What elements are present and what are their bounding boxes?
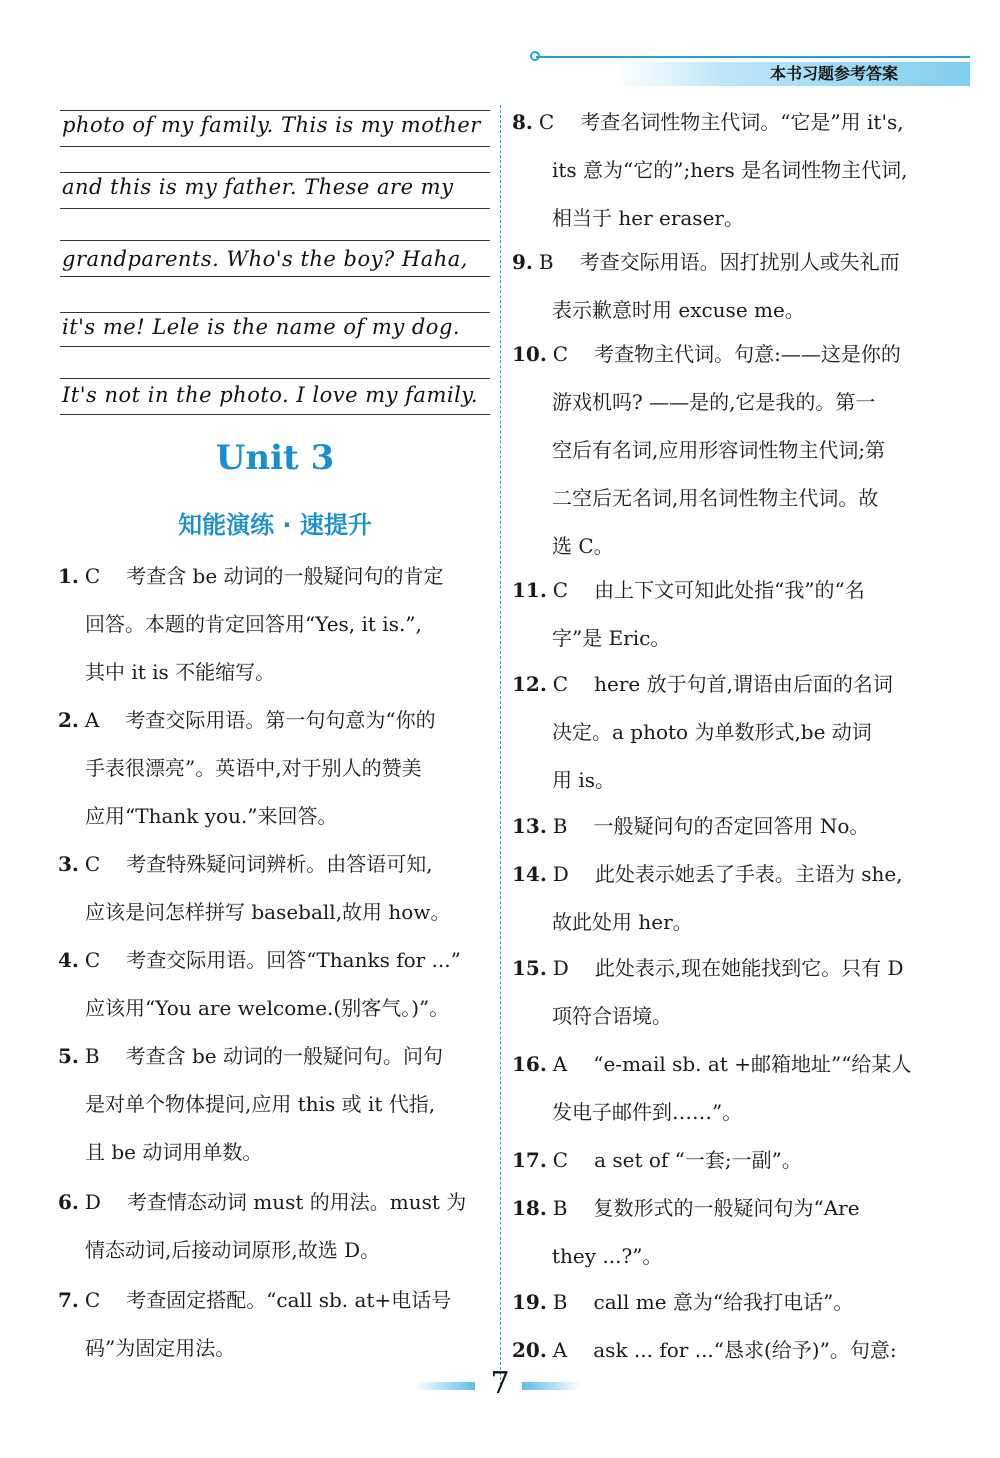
answer-text: 考查固定搭配。“call sb. at+电话号 xyxy=(126,1288,452,1312)
answer-text: 决定。a photo 为单数形式,be 动词 xyxy=(552,720,872,744)
answer-text: 且 be 动词用单数。 xyxy=(85,1140,263,1164)
answer-letter: B xyxy=(84,1044,100,1068)
answer-text: 二空后无名词,用名词性物主代词。故 xyxy=(552,486,879,510)
answer-item xyxy=(58,1276,490,1372)
answer-text: 一般疑问句的否定回答用 No。 xyxy=(593,814,870,838)
section-title: 知能演练 · 速提升 xyxy=(178,511,372,539)
handwriting-line: grandparents. Who's the boy? Haha, xyxy=(62,247,468,271)
answer-text: a set of “一套;一副”。 xyxy=(594,1148,802,1172)
answer-number: 16. xyxy=(512,1052,547,1076)
answer-item xyxy=(512,944,944,1040)
footer-ornament-left xyxy=(415,1382,475,1390)
answer-text: 应该用“You are welcome.(别客气。)”。 xyxy=(85,996,450,1020)
answer-number: 5. xyxy=(58,1044,79,1068)
unit-title: Unit 3 xyxy=(215,438,335,478)
ruled-line xyxy=(60,110,490,111)
answer-number: 12. xyxy=(512,672,547,696)
handwriting-line: it's me! Lele is the name of my dog. xyxy=(62,315,461,339)
handwriting-line: It's not in the photo. I love my family. xyxy=(62,383,479,407)
answer-text: 故此处用 her。 xyxy=(552,910,693,934)
header-rule xyxy=(536,56,970,58)
answer-text: 其中 it is 不能缩写。 xyxy=(85,660,276,684)
answer-text: 考查交际用语。第一句句意为“你的 xyxy=(125,708,436,732)
answer-text: 考查情态动词 must 的用法。must 为 xyxy=(126,1190,467,1214)
handwriting-line: and this is my father. These are my xyxy=(62,175,454,199)
answer-letter: D xyxy=(84,1190,101,1214)
answer-number: 14. xyxy=(512,862,547,886)
answer-item xyxy=(512,1040,944,1136)
answer-text: they ...?”。 xyxy=(552,1244,663,1268)
answer-number: 11. xyxy=(512,578,547,602)
answer-text: 应该是问怎样拼写 baseball,故用 how。 xyxy=(85,900,451,924)
answer-item xyxy=(58,936,490,1032)
page-number: 7 xyxy=(490,1366,510,1401)
answer-text: 是对单个物体提问,应用 this 或 it 代指, xyxy=(85,1092,436,1116)
answer-text: “e-mail sb. at +邮箱地址”“给某人 xyxy=(593,1052,912,1076)
answer-text: 考查名词性物主代词。“它是”用 it's, xyxy=(580,110,904,134)
answer-letter: C xyxy=(84,948,101,972)
answer-number: 9. xyxy=(512,250,533,274)
answer-letter: C xyxy=(538,110,555,134)
answer-number: 7. xyxy=(58,1288,79,1312)
answer-letter: A xyxy=(84,708,100,732)
ruled-line xyxy=(60,346,490,347)
answer-number: 10. xyxy=(512,342,547,366)
answer-text: 表示歉意时用 excuse me。 xyxy=(552,298,805,322)
ruled-line xyxy=(60,312,490,313)
answer-number: 20. xyxy=(512,1338,547,1362)
ruled-line xyxy=(60,240,490,241)
answer-item xyxy=(58,840,490,936)
answer-text: 考查物主代词。句意:——这是你的 xyxy=(594,342,901,366)
answer-text: 考查交际用语。因打扰别人或失礼而 xyxy=(579,250,900,274)
answer-letter: A xyxy=(552,1052,568,1076)
answer-number: 18. xyxy=(512,1196,547,1220)
answer-number: 2. xyxy=(58,708,79,732)
answer-text: 考查含 be 动词的一般疑问句。问句 xyxy=(125,1044,443,1068)
answer-text: ask ... for ...“恳求(给予)”。句意: xyxy=(593,1338,897,1362)
answer-letter: C xyxy=(552,578,569,602)
answer-text: 考查含 be 动词的一般疑问句的肯定 xyxy=(126,564,444,588)
answer-text: call me 意为“给我打电话”。 xyxy=(593,1290,854,1314)
answer-number: 6. xyxy=(58,1190,79,1214)
column-divider xyxy=(500,105,501,1385)
answer-number: 19. xyxy=(512,1290,547,1314)
answer-item xyxy=(512,330,944,570)
ruled-line xyxy=(60,172,490,173)
answer-text: 相当于 her eraser。 xyxy=(552,206,744,230)
answer-item xyxy=(512,1278,944,1326)
answer-text: here 放于句首,谓语由后面的名词 xyxy=(594,672,893,696)
answer-text: 考查交际用语。回答“Thanks for ...” xyxy=(126,948,461,972)
answer-letter: C xyxy=(84,852,101,876)
answer-letter: D xyxy=(552,956,569,980)
answer-item xyxy=(58,696,490,840)
answer-text: 码”为固定用法。 xyxy=(85,1336,236,1360)
answer-text: 此处表示她丢了手表。主语为 she, xyxy=(594,862,903,886)
header-title: 本书习题参考答案 xyxy=(770,64,899,83)
answer-letter: B xyxy=(552,814,568,838)
answer-letter: D xyxy=(552,862,569,886)
answer-item xyxy=(512,566,944,662)
answer-letter: C xyxy=(84,1288,101,1312)
answer-text: 复数形式的一般疑问句为“Are xyxy=(593,1196,860,1220)
ruled-line xyxy=(60,414,490,415)
answer-item xyxy=(512,1326,944,1374)
answer-letter: A xyxy=(552,1338,568,1362)
answer-number: 1. xyxy=(58,564,79,588)
answer-text: 由上下文可知此处指“我”的“名 xyxy=(594,578,865,602)
answer-text: 空后有名词,应用形容词性物主代词;第 xyxy=(552,438,886,462)
answer-number: 8. xyxy=(512,110,533,134)
ruled-line xyxy=(60,276,490,277)
answer-text: 考查特殊疑问词辨析。由答语可知, xyxy=(126,852,433,876)
answer-item xyxy=(58,1178,490,1274)
answer-text: 选 C。 xyxy=(552,534,614,558)
answer-number: 17. xyxy=(512,1148,547,1172)
answer-item xyxy=(512,1136,944,1184)
ruled-line xyxy=(60,378,490,379)
answer-letter: C xyxy=(84,564,101,588)
answer-item xyxy=(512,1184,944,1280)
footer-ornament-right xyxy=(522,1382,582,1390)
answer-item xyxy=(512,98,944,242)
answer-item xyxy=(512,850,944,946)
answer-text: 项符合语境。 xyxy=(552,1004,672,1028)
ruled-line xyxy=(60,208,490,209)
answer-letter: C xyxy=(552,342,569,366)
answer-text: 情态动词,后接动词原形,故选 D。 xyxy=(85,1238,381,1262)
answer-text: its 意为“它的”;hers 是名词性物主代词, xyxy=(552,158,908,182)
answer-letter: B xyxy=(552,1290,568,1314)
answer-number: 3. xyxy=(58,852,79,876)
answer-item xyxy=(58,1032,490,1176)
answer-letter: B xyxy=(552,1196,568,1220)
answer-letter: C xyxy=(552,672,569,696)
answer-text: 发电子邮件到……”。 xyxy=(552,1100,743,1124)
answer-text: 游戏机吗? ——是的,它是我的。第一 xyxy=(552,390,876,414)
answer-number: 15. xyxy=(512,956,547,980)
answer-text: 回答。本题的肯定回答用“Yes, it is.”, xyxy=(85,612,422,636)
answer-text: 用 is。 xyxy=(552,768,616,792)
answer-item xyxy=(58,552,490,696)
answer-text: 此处表示,现在她能找到它。只有 D xyxy=(594,956,904,980)
answer-number: 13. xyxy=(512,814,547,838)
answer-letter: B xyxy=(538,250,554,274)
answer-letter: C xyxy=(552,1148,569,1172)
answer-number: 4. xyxy=(58,948,79,972)
answer-text: 应用“Thank you.”来回答。 xyxy=(85,804,338,828)
answer-text: 字”是 Eric。 xyxy=(552,626,671,650)
ruled-line xyxy=(60,146,490,147)
answer-item xyxy=(512,802,944,850)
answer-item xyxy=(512,238,944,334)
answer-item xyxy=(512,660,944,804)
answer-text: 手表很漂亮”。英语中,对于别人的赞美 xyxy=(85,756,422,780)
handwriting-line: photo of my family. This is my mother xyxy=(62,113,481,137)
